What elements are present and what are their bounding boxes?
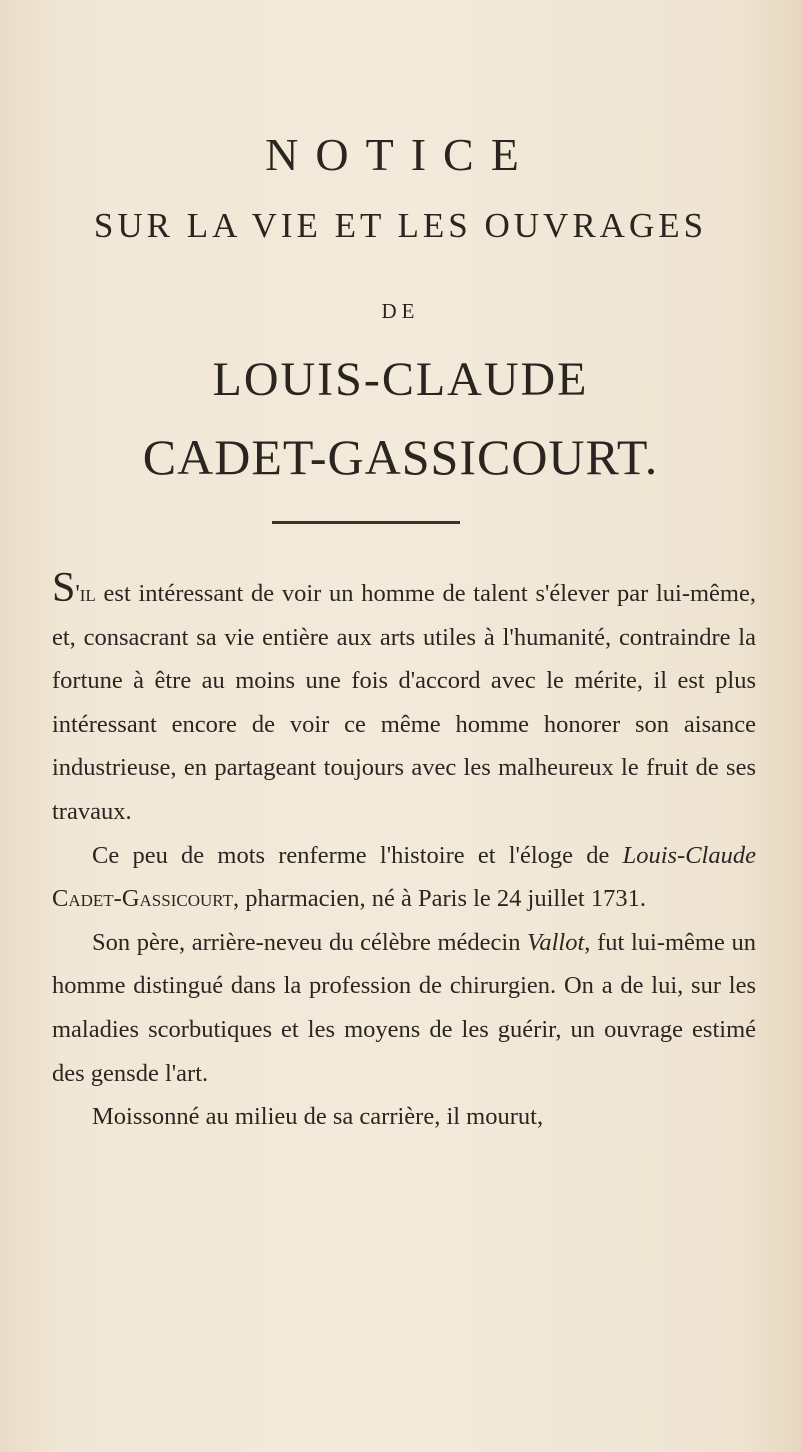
paragraph-1 [52,565,756,834]
paragraph-2-name-italic: Louis-Claude [622,841,756,869]
subtitle: SUR LA VIE ET LES OUVRAGES [93,206,708,245]
paragraph-4: Moissonné au milieu de sa carrière, il mourut, [92,1103,544,1131]
paragraph-3-text-a: Son père, arrière-neveu du célèbre médecin [92,928,528,956]
author-first-name: LOUIS-CLAUDE [212,353,589,406]
paragraph-3 [52,921,756,1095]
paragraph-2-text-a: Ce peu de mots renferme l'histoire et l'éloge de [92,841,623,869]
paragraph-2-name-smallcaps: Cadet-Gassicourt [52,885,233,913]
body-text [52,565,756,1139]
divider-rule [272,521,460,524]
paragraph-3-text-b: , fut lui-même un homme distingué dans la profession de chirurgien. On a de lui, sur les maladies scorbutiques et les moyens de les guérir, un ouvrage estimé des gensde l'art. [52,928,756,1087]
paragraph-2-text-b: , pharmacien, né à Paris le 24 juillet 1731. [232,885,646,913]
notice-title: NOTICE [265,129,536,180]
drop-cap: S [52,565,76,611]
paragraph-1-text: est intéressant de voir un homme de talent s'élever par lui-même, et, consacrant sa vie entière aux arts utiles à l'humanité, contraindre la fortune à être au moins une fois d'accord avec le mérite, il est plus intéressant encore de voir ce même homme honorer son aisance industrieuse, en partageant toujours avec les malheureux le fruit de ses travaux. [52,580,756,825]
paragraph-1-smallcaps: 'il [75,580,96,607]
author-last-name: CADET-GASSICOURT. [142,429,659,485]
paragraph-2 [52,834,756,921]
paragraph-3-italic: Vallot [527,928,585,956]
subtitle-de: DE [381,299,420,323]
